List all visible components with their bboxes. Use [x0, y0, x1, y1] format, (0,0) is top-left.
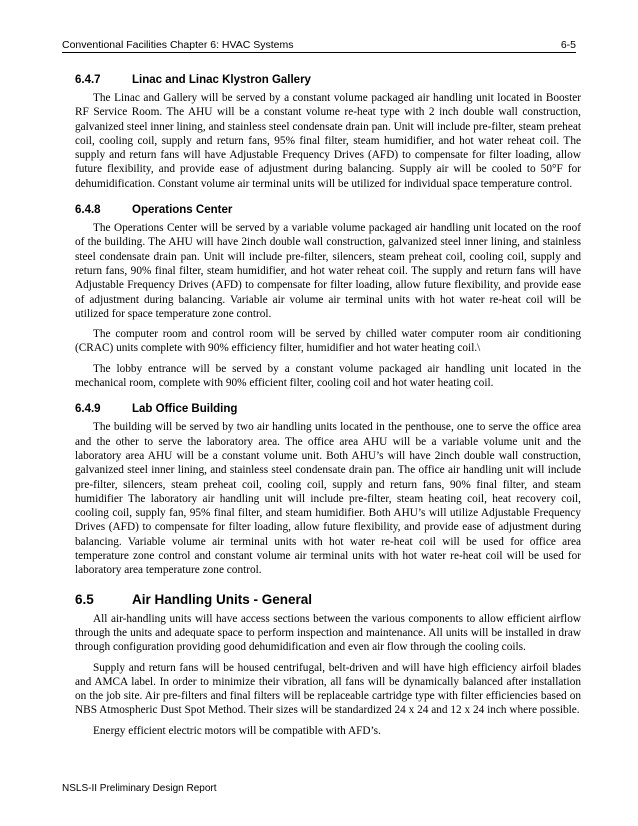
section-heading-6-4-9 [75, 403, 581, 415]
page-footer: NSLS-II Preliminary Design Report [62, 783, 217, 794]
paragraph: Energy efficient electric motors will be compatible with AFD’s. [93, 724, 381, 737]
paragraph: The computer room and control room will be served by chilled water computer room air conditioning (CRAC) units complete with 90% efficiency filter, humidifier and hot water heating coil.\ [75, 328, 581, 355]
section-title: Operations Center [132, 204, 233, 217]
paragraph: The Operations Center will be served by a variable volume packaged air handling unit located on the roof of the building. The AHU will have 2inch double wall construction, galvanized steel inner lining, and stainless steel condensate drain pan. Unit will include pre-filter, silencers, steam preheat coil, cooling coil, supply and return fans, 90% final filter, steam humidifier, and hot water reheat coil. The supply and return fans will have Adjustable Frequency Drives (AFD) to compensate for filter loading, allow future flexibility, and provide ease of adjustment during balancing. Variable air volume air terminal units with hot water re-heat coil will be utilized for space temperature zone control. [75, 222, 581, 320]
paragraph: The lobby entrance will be served by a constant volume packaged air handling unit located in the mechanical room, complete with 90% efficient filter, cooling coil and hot water heating coil. [75, 362, 581, 390]
section-number: 6.4.9 [75, 403, 101, 416]
paragraph: All air-handling units will have access sections between the various components to allow efficient airflow through the units and adequate space to perform inspection and maintenance. All units will be installed in draw through configuration providing good dehumidification and even air flow through the cooling coils. [75, 612, 581, 654]
section-heading-6-4-8 [75, 204, 581, 216]
running-header [62, 35, 576, 51]
section-heading-6-5 [75, 592, 581, 607]
paragraph: The building will be served by two air handling units located in the penthouse, one to serve the office area and the other to serve the laboratory area. The office area AHU will be a variable volume unit and the laboratory area AHU will be a constant volume unit. Both AHU’s will have 2inch double wall construction, galvanized steel inner lining, and stainless steel condensate drain pan. The office air handling unit will include pre-filter, silencers, steam preheat coil, cooling coil, supply and return fans, 90% final filter, and steam humidifier The laboratory air handling unit will include pre-filter, steam heating coil, heat recovery coil, cooling coil, supply fan, 95% final filter, and steam humidifier. Both AHU’s will utilize Adjustable Frequency Drives (AFD) to compensate for filter loading, allow future flexibility, and provide ease of adjustment during balancing. Variable volume air terminal units with hot water re-heat coil will be used for office area temperature zone control and constant volume air terminal units with hot water re-heat coil will be used for laboratory area temperature zone control. [75, 421, 581, 577]
page-number: 6-5 [560, 39, 576, 51]
section-title: Linac and Linac Klystron Gallery [132, 74, 311, 86]
paragraph: Supply and return fans will be housed centrifugal, belt-driven and will have high efficiency airfoil blades and AMCA label. In order to minimize their vibration, all fans will be dynamically balanced after installation on the job site. Air pre-filters and final filters will be replaceable cartridge type with filter efficiencies based on NBS Atmospheric Dust Spot Method. Their sizes will be standardized 24 x 24 and 12 x 24 inch where possible. [75, 661, 581, 717]
page-content [75, 72, 581, 738]
section-number: 6.4.7 [75, 74, 101, 86]
section-number: 6.5 [75, 591, 94, 607]
header-rule [62, 52, 576, 53]
chapter-title: Conventional Facilities Chapter 6: HVAC Systems [62, 39, 294, 51]
section-title: Lab Office Building [132, 403, 238, 416]
section-title: Air Handling Units - General [132, 591, 313, 607]
paragraph: The Linac and Gallery will be served by a constant volume packaged air handling unit located in Booster RF Service Room. The AHU will be a constant volume re-heat type with 2 inch double wall construction, galvanized steel inner lining, and stainless steel condensate drain pan. Unit will include pre-filter, steam preheat coil, cooling coil, supply and return fans, 95% final filter, steam humidifier, and hot water reheat coil. The supply and return fans will have Adjustable Frequency Drives (AFD) to compensate for filter loading, allow future flexibility, and provide ease of adjustment during balancing. Supply air will be cooled to 50°F for dehumidification. Constant volume air terminal units will be utilized for individual space temperature control. [75, 92, 581, 190]
section-number: 6.4.8 [75, 204, 101, 217]
section-heading-6-4-7 [75, 74, 581, 86]
